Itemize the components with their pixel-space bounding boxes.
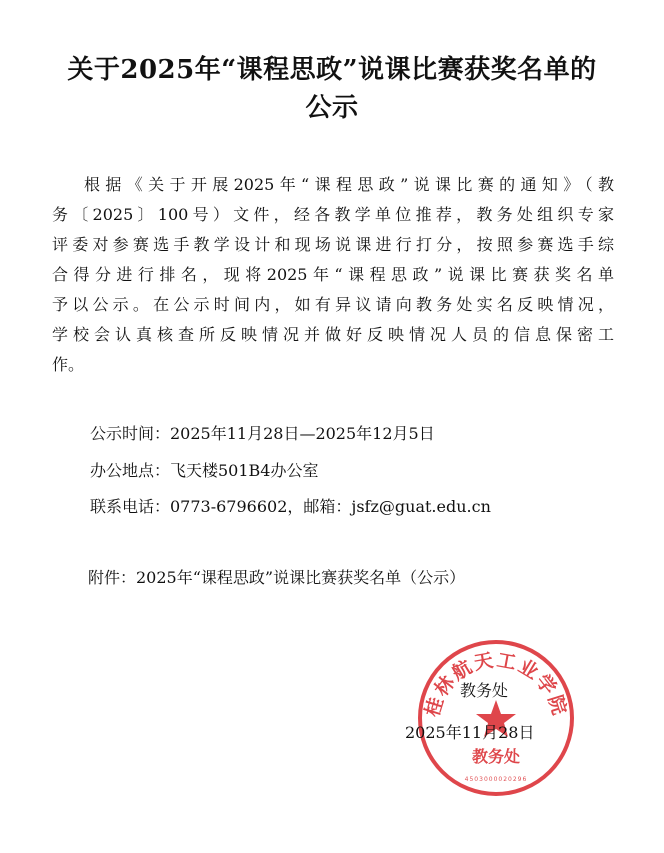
seal-graphic xyxy=(416,638,576,798)
body-line: 作。 xyxy=(52,355,85,374)
seal-serial: 4503000020296 xyxy=(464,776,528,783)
notice-title-line-2: 公示 xyxy=(305,93,359,123)
contact-info: 联系电话：0773-6796602，邮箱：jsfz@guat.edu.cn xyxy=(90,497,491,516)
signature-office: 教务处 xyxy=(460,681,509,700)
official-seal xyxy=(416,638,576,798)
publicity-period: 公示时间：2025年11月28日—2025年12月5日 xyxy=(90,424,435,443)
body-line: 根据《关于开展2025年“课程思政”说课比赛的通知》（教 xyxy=(84,175,614,194)
body-line: 予以公示。在公示时间内，如有异议请向教务处实名反映情况， xyxy=(52,295,614,314)
body-line: 合得分进行排名，现将2025年“课程思政”说课比赛获奖名单 xyxy=(52,265,614,284)
seal-center-text: 教务处 xyxy=(471,747,521,766)
body-line: 学校会认真核查所反映情况并做好反映情况人员的信息保密工 xyxy=(52,325,614,344)
body-line: 评委对参赛选手教学设计和现场说课进行打分，按照参赛选手综 xyxy=(52,235,614,254)
seal-ring-text: 桂林航天工业学院 xyxy=(421,649,571,720)
notice-body xyxy=(52,170,614,380)
signature-date: 2025年11月28日 xyxy=(405,723,535,742)
notice-title-line-1: 关于2025年“课程思政”说课比赛获奖名单的 xyxy=(67,55,597,85)
body-line: 务〔2025〕100号）文件，经各教学单位推荐，教务处组织专家 xyxy=(52,205,614,224)
office-location: 办公地点：飞天楼501B4办公室 xyxy=(90,461,319,480)
attachment-note: 附件：2025年“课程思政”说课比赛获奖名单（公示） xyxy=(88,568,466,587)
